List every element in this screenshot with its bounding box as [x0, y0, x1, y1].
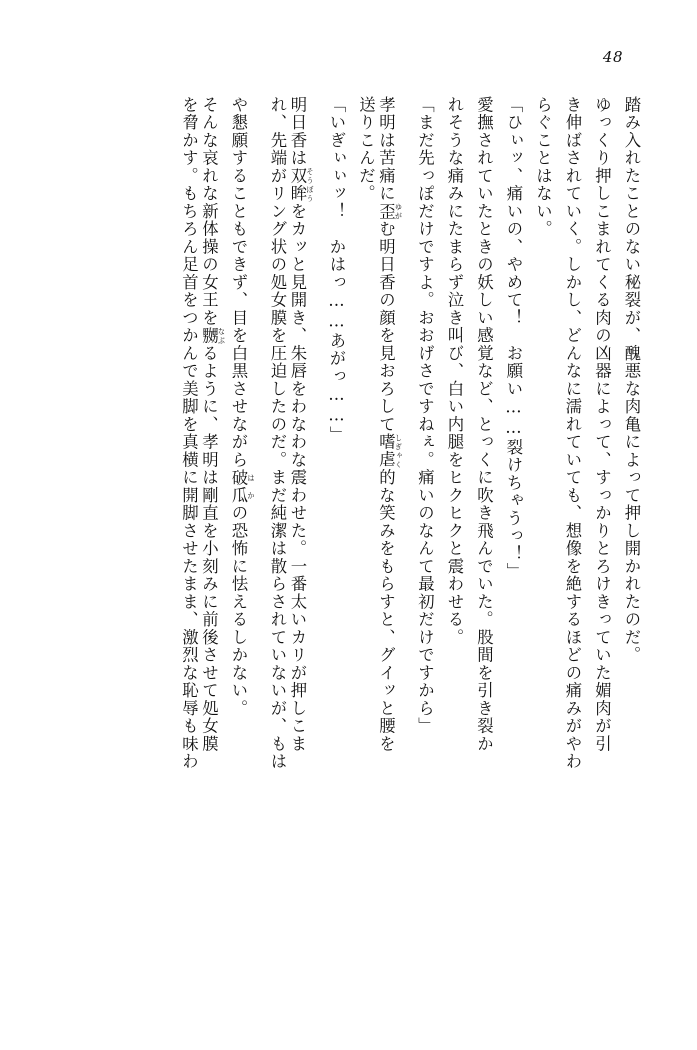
text-line: らぐことはない。 — [533, 96, 553, 238]
text-line: れそうな痛みにたまらず泣き叫び、白い内腿をヒクヒクと震わせる。 — [445, 96, 464, 647]
page-number: 48 — [602, 48, 623, 66]
text-line: 「まだ先っぽだけですよ。おおげさですねぇ。痛いのなんて最初だけですから」 — [415, 96, 435, 735]
text-line: 踏み入れたことのない秘裂が、醜悪な肉亀によって押し開かれたのだ。 — [622, 96, 641, 664]
body-text-block — [58, 96, 639, 956]
text-line: 「ひぃッ、痛いの、やめて！ お願い……裂けちゃうっ！」 — [504, 96, 523, 581]
text-line: 送りこんだ。 — [356, 96, 376, 203]
text-line: 「いぎぃぃッ！ かはっ……あがっ……」 — [327, 96, 346, 444]
text-line: や懇願することもできず、目を白黒させながら破瓜 はかの恐怖に怯えるしかない。 — [229, 96, 256, 718]
text-line: 愛撫されていたときの妖しい感覚など、とっくに吹き飛んでいた。股間を引き裂か — [474, 96, 494, 753]
text-line: 孝明は苦痛に歪 ゆがむ明日香の顔を見おろして嗜虐 しぎゃく的な笑みをもらすと、グイッと腰を — [376, 96, 404, 753]
text-line: そんな哀れな新体操の女王を嬲 なぶるように、孝明は剛直を小刻みに前後させて処女膜 — [199, 96, 227, 753]
text-line: を脅かす。もちろん足首をつかんで美脚を真横に開脚させたまま、激烈な恥辱も味わ — [179, 96, 199, 771]
text-line: ゆっくり押しこまれてくる肉の凶器によって、すっかりとろけきっていた媚肉が引 — [592, 96, 612, 753]
text-line: き伸ばされていく。しかし、どんなに濡れていても、想像を絶するほどの痛みがやわ — [563, 96, 582, 771]
text-line: 明日香は双眸 そうぼうをカッと見開き、朱唇をわなわな震わせた。一番太いカリが押しこま — [288, 96, 315, 753]
text-line: れ、先端がリング状の処女膜を圧迫したのだ。まだ純潔は散らされていないが、もは — [268, 96, 287, 771]
